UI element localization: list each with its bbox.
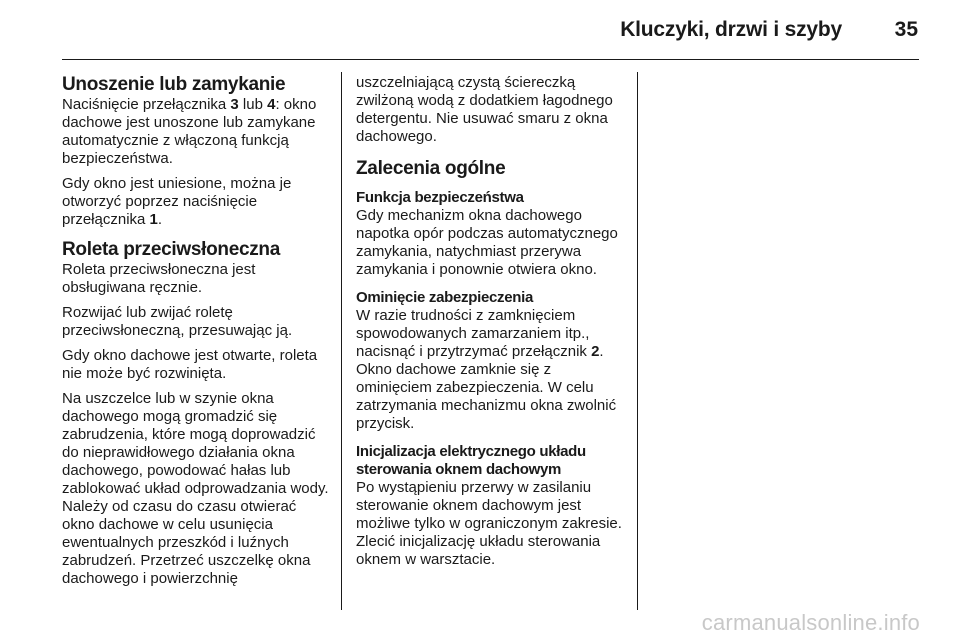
right-column: [356, 74, 624, 576]
paragraph-sunblind-move: Rozwijać lub zwijać roletę przeciwsłoneczną, przesuwając ją.: [62, 304, 293, 339]
switch-ref: 4: [267, 96, 276, 113]
paragraph-raise: [62, 96, 330, 168]
header-rule: [62, 59, 919, 60]
paragraph-initialization: Po wystąpieniu przerwy w zasilaniu sterowanie oknem dachowym jest możliwe tylko w ograniczonym zakresie. Zlecić inicjalizację układu sterowania oknem w warsztacie.: [356, 479, 622, 568]
text: lub: [238, 96, 268, 113]
heading-sunblind: Roleta przeciwsłoneczna: [62, 239, 281, 260]
paragraph-safety-function: Gdy mechanizm okna dachowego napotka opór podczas automatycznego zamykania, natychmiast przerywa zamykania i ponownie otwiera okno.: [356, 207, 618, 278]
switch-ref: 3: [230, 96, 239, 113]
text: Naciśnięcie przełącznika: [62, 96, 231, 113]
heading-raise-close: Unoszenie lub zamykanie: [62, 74, 286, 95]
text: W razie trudności z zamknięciem spowodowanych zamarzaniem itp., nacisnąć i przytrzymać przełącznik: [356, 307, 592, 360]
text: . Okno dachowe zamknie się z ominięciem zabezpieczenia. W celu zatrzymania mechanizmu okna zwolnić przycisk.: [356, 343, 617, 432]
watermark: carmanualsonline.info: [701, 610, 920, 635]
text: : okno dachowe jest unoszone lub zamykane automatycznie z włączoną funkcją bezpieczeństwa.: [62, 96, 317, 167]
running-header-title: Kluczyki, drzwi i szyby: [620, 18, 842, 41]
paragraph-open: [62, 175, 330, 229]
text: Gdy okno jest uniesione, można je otworzyć poprzez naciśnięcie przełącznika: [62, 175, 292, 228]
paragraph-seal-dirt: Na uszczelce lub w szynie okna dachowego mogą gromadzić się zabrudzenia, które mogą doprowadzić do nieprawidłowego działania okna dachowego, powodować hałas lub zablokować układ odprowadzania wody. Należy od czasu do czasu otwierać okno dachowe w celu usunięcia ewentualnych przeszkód i luźnych zabrudzeń. Przetrzeć uszczelkę okna dachowego i powierzchnię: [62, 390, 329, 587]
column-divider-left: [341, 72, 342, 610]
switch-ref: 1: [149, 211, 158, 228]
paragraph-seal-cleaning: uszczelniającą czystą ściereczką zwilżoną wodą z dodatkiem łagodnego detergentu. Nie usuwać smaru z okna dachowego.: [356, 74, 613, 145]
subheading-initialization: Inicjalizacja elektrycznego układu sterowania oknem dachowym: [356, 443, 586, 478]
column-divider-right: [637, 72, 638, 610]
text: .: [157, 211, 163, 228]
subheading-safety-function: Funkcja bezpieczeństwa: [356, 189, 524, 206]
paragraph-sunblind-manual: Roleta przeciwsłoneczna jest obsługiwana ręcznie.: [62, 261, 256, 296]
paragraph-override: [356, 307, 624, 433]
heading-general-notes: Zalecenia ogólne: [356, 158, 506, 179]
left-column: [62, 74, 330, 595]
switch-ref: 2: [591, 343, 600, 360]
paragraph-sunblind-open-roof: Gdy okno dachowe jest otwarte, roleta nie może być rozwinięta.: [62, 347, 318, 382]
page-number: 35: [894, 18, 918, 41]
subheading-override: Ominięcie zabezpieczenia: [356, 289, 534, 306]
